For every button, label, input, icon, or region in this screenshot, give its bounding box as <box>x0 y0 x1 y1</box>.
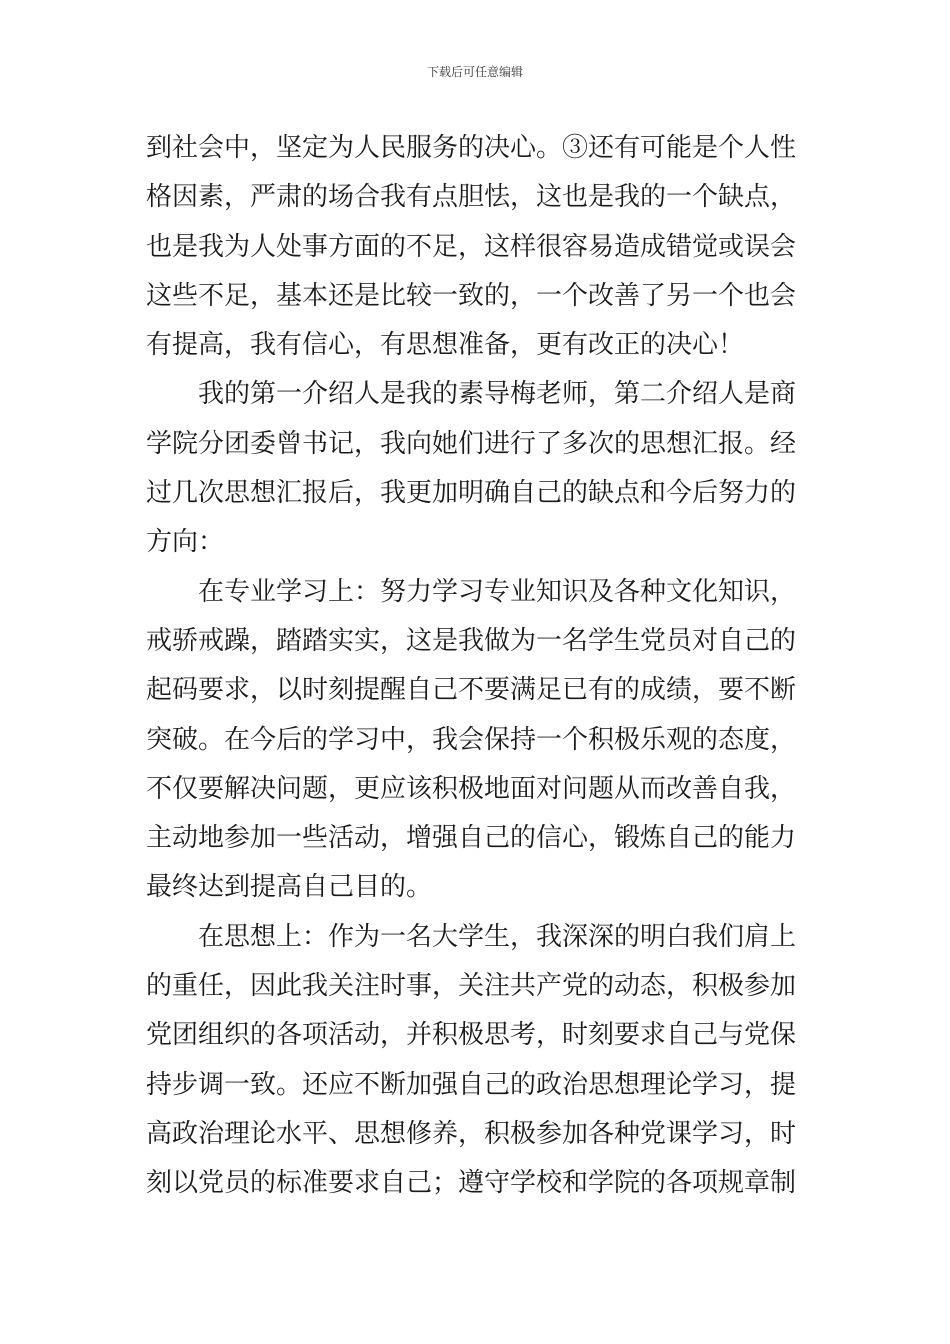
text-line: 在专业学习上：努力学习专业知识及各种文化知识， <box>198 576 797 607</box>
text-line: 我的第一介绍人是我的素导梅老师，第二介绍人是商 <box>198 379 797 410</box>
text-line: 持步调一致。还应不断加强自己的政治思想理论学习，提 <box>146 1069 797 1100</box>
text-line: 主动地参加一些活动，增强自己的信心，锻炼自己的能力 <box>146 823 797 854</box>
text-line: 高政治理论水平、思想修养，积极参加各种党课学习，时 <box>146 1118 797 1149</box>
text-line: 在思想上：作为一名大学生，我深深的明白我们肩上 <box>198 921 797 952</box>
text-line: 也是我为人处事方面的不足，这样很容易造成错觉或误会 <box>146 231 797 262</box>
text-line: 起码要求，以时刻提醒自己不要满足已有的成绩，要不断 <box>146 675 797 706</box>
paragraph-4 <box>146 913 816 1209</box>
text-line: 有提高，我有信心，有思想准备，更有改正的决心！ <box>146 330 745 361</box>
text-line: 这些不足，基本还是比较一致的，一个改善了另一个也会 <box>146 280 797 311</box>
text-line: 突破。在今后的学习中，我会保持一个积极乐观的态度， <box>146 724 797 755</box>
text-line: 格因素，严肃的场合我有点胆怯，这也是我的一个缺点， <box>146 182 797 213</box>
text-line: 学院分团委曾书记，我向她们进行了多次的思想汇报。经 <box>146 428 797 459</box>
paragraph-1 <box>146 124 816 370</box>
paragraph-3 <box>146 568 816 913</box>
text-line: 最终达到提高自己目的。 <box>146 872 433 903</box>
text-line: 党团组织的各项活动，并积极思考，时刻要求自己与党保 <box>146 1020 797 1051</box>
text-line: 过几次思想汇报后，我更加明确自己的缺点和今后努力的 <box>146 478 797 509</box>
text-line: 戒骄戒躁，踏踏实实，这是我做为一名学生党员对自己的 <box>146 625 797 656</box>
text-line: 的重任，因此我关注时事，关注共产党的动态，积极参加 <box>146 971 797 1002</box>
document-body <box>146 124 816 1209</box>
text-line: 不仅要解决问题，更应该积极地面对问题从而改善自我， <box>146 773 797 804</box>
page-header: 下载后可任意编辑 <box>426 65 523 79</box>
text-line: 方向： <box>146 527 225 558</box>
paragraph-2 <box>146 370 816 567</box>
text-line: 刻以党员的标准要求自己；遵守学校和学院的各项规章制 <box>146 1168 797 1199</box>
text-line: 到社会中，坚定为人民服务的决心。③还有可能是个人性 <box>146 133 797 163</box>
